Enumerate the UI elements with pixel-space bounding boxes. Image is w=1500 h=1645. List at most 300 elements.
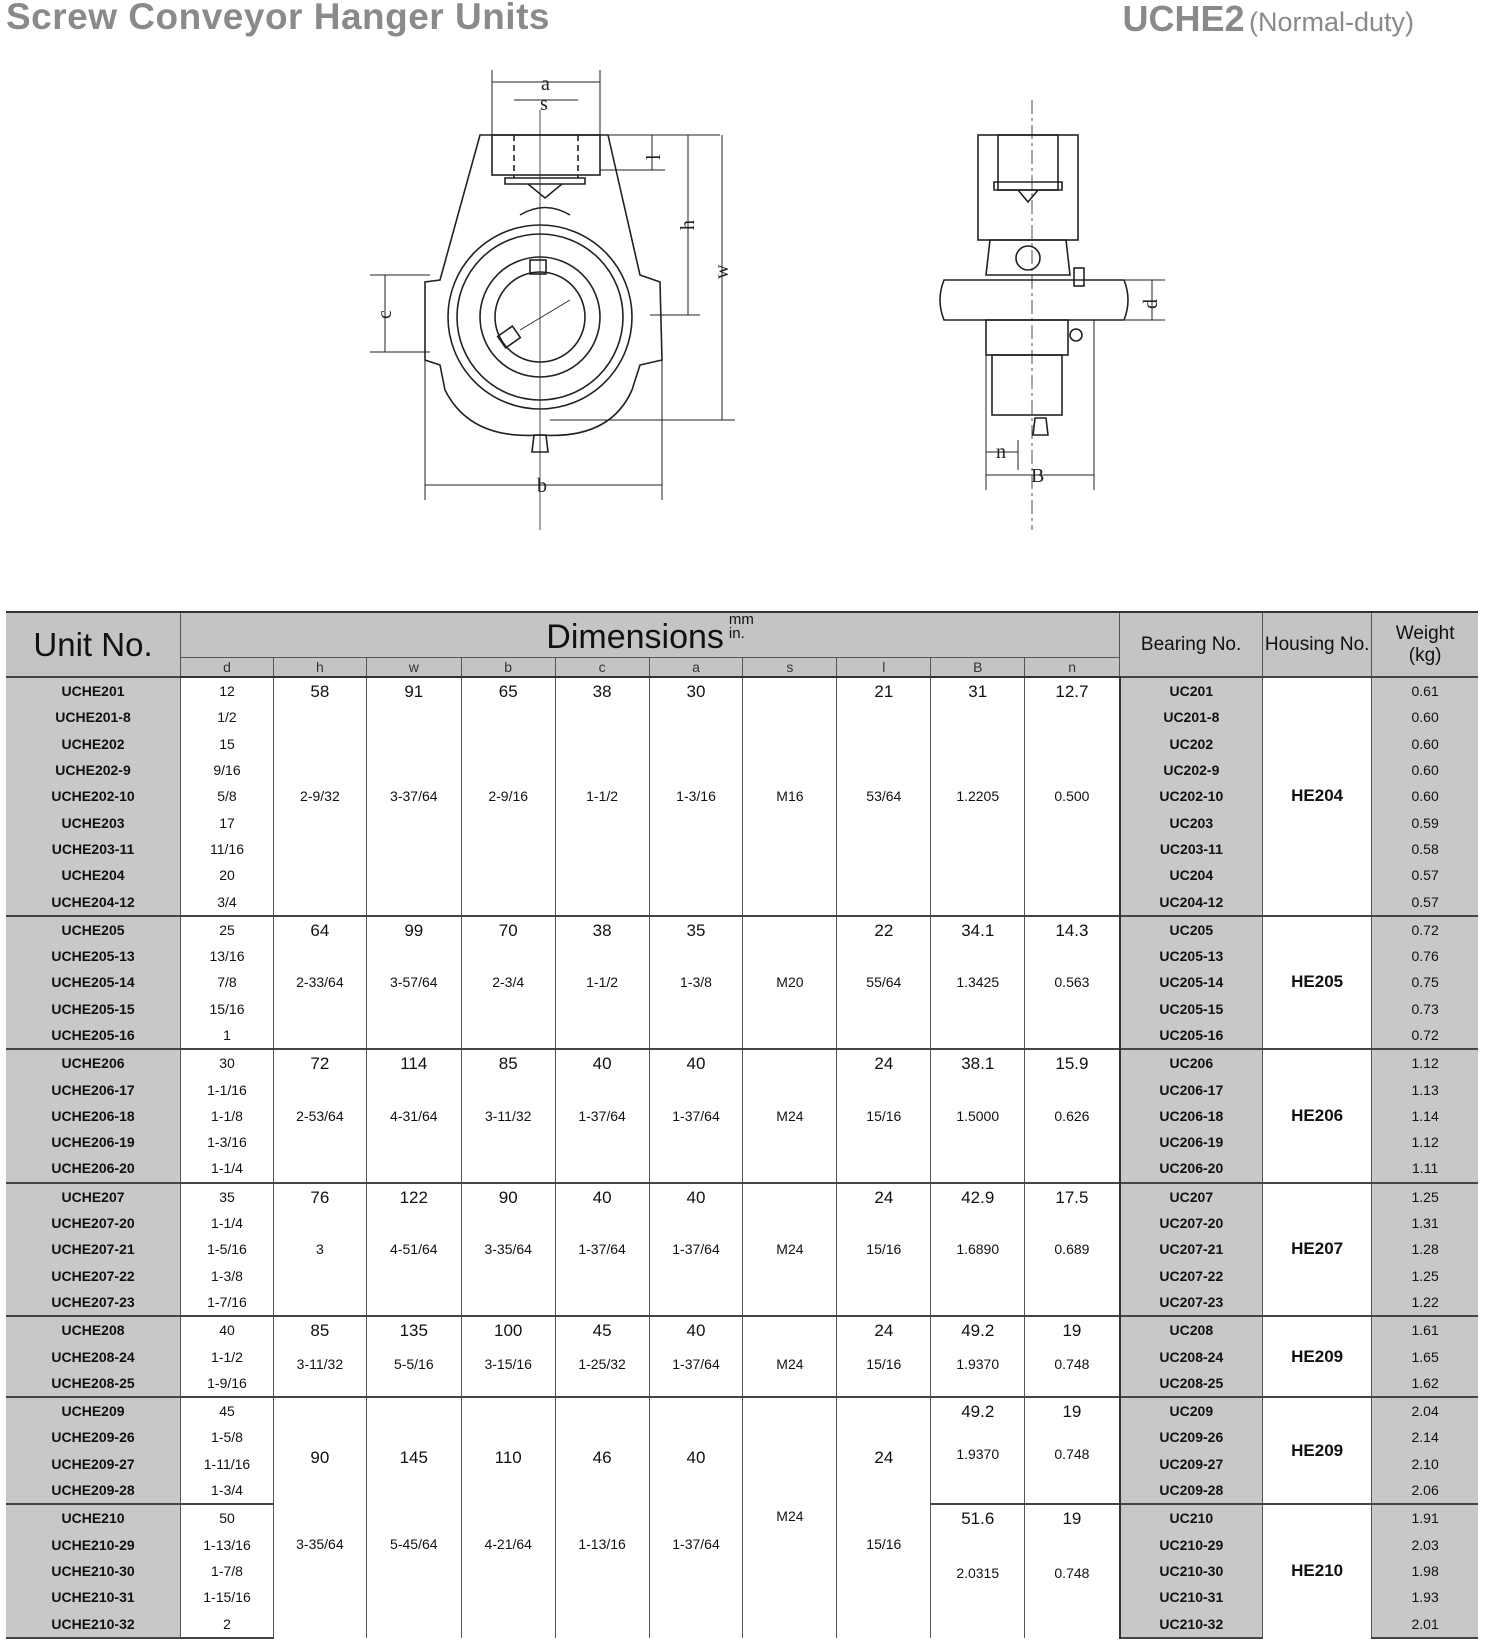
dimension-h-in: 2-53/64 xyxy=(296,1107,344,1124)
dimension-b-cell xyxy=(461,1183,555,1316)
unit-no-cell: UCHE210-29 xyxy=(6,1532,181,1558)
bearing-no-cell: UC210-32 xyxy=(1120,1610,1263,1637)
d-value: 17 xyxy=(181,809,274,835)
dimension-w-mm: 91 xyxy=(404,682,424,701)
dimension-h-cell xyxy=(273,1397,366,1638)
dimension-l-cell xyxy=(837,1397,931,1638)
unit-no-cell: UCHE210-32 xyxy=(6,1610,181,1637)
unit-no-cell: UCHE210-30 xyxy=(6,1558,181,1584)
dimension-a-cell xyxy=(649,1183,743,1316)
weight-cell: 1.12 xyxy=(1372,1049,1478,1076)
unit-no-cell: UCHE204 xyxy=(6,862,181,888)
label-B: B xyxy=(1031,465,1045,487)
weight-cell: 1.22 xyxy=(1372,1289,1478,1316)
dimension-col-n: n xyxy=(1025,658,1120,678)
weight-cell: 0.57 xyxy=(1372,888,1478,915)
dimension-b-cell xyxy=(461,1397,555,1638)
dimension-col-s: s xyxy=(743,658,837,678)
dimension-n-in: 0.626 xyxy=(1054,1107,1090,1124)
dimension-B-cell xyxy=(931,677,1025,916)
dimension-s-mm xyxy=(743,1184,836,1188)
weight-cell: 0.60 xyxy=(1372,704,1478,730)
housing-no-cell: HE204 xyxy=(1263,677,1372,916)
dimension-b-mm: 65 xyxy=(498,682,518,701)
unit-no-cell: UCHE202-9 xyxy=(6,757,181,783)
dimension-B-cell xyxy=(931,916,1025,1049)
dimension-h-cell xyxy=(273,916,366,1049)
dimension-w-mm: 99 xyxy=(404,920,424,940)
dimension-col-c: c xyxy=(555,658,649,678)
dimension-n-mm: 19 xyxy=(1062,1509,1082,1529)
dimension-l-in: 15/16 xyxy=(866,1356,902,1373)
dimension-h-in: 2-33/64 xyxy=(296,974,344,991)
unit-no-cell: UCHE209-26 xyxy=(6,1424,181,1450)
weight-cell: 0.57 xyxy=(1372,862,1478,888)
dimension-c-in: 1-1/2 xyxy=(586,788,619,805)
weight-cell: 1.11 xyxy=(1372,1155,1478,1182)
bearing-no-cell: UC210-29 xyxy=(1120,1532,1263,1558)
bearing-no-cell: UC202-10 xyxy=(1120,783,1263,809)
bearing-no-cell: UC206 xyxy=(1120,1049,1263,1076)
dimension-n-in: 0.563 xyxy=(1054,974,1090,991)
weight-cell: 2.10 xyxy=(1372,1451,1478,1477)
dimension-w-in: 3-57/64 xyxy=(390,974,438,991)
dimension-s-in: M16 xyxy=(776,788,804,805)
d-value: 40 xyxy=(181,1316,274,1343)
dimension-n-mm: 12.7 xyxy=(1055,682,1089,701)
housing-no-cell: HE209 xyxy=(1263,1397,1372,1504)
dimension-c-cell xyxy=(555,916,649,1049)
dimension-c-mm: 38 xyxy=(592,682,612,701)
dimension-B-in: 1.2205 xyxy=(956,788,1000,805)
label-l: l xyxy=(643,154,665,160)
weight-header-label: Weight xyxy=(1395,622,1455,644)
d-value: 1-3/16 xyxy=(181,1129,274,1155)
d-value: 13/16 xyxy=(181,943,274,969)
unit-no-cell: UCHE209 xyxy=(6,1397,181,1424)
dimension-a-in: 1-3/8 xyxy=(680,974,712,991)
dimension-h-mm: 85 xyxy=(310,1321,330,1341)
dimension-b-mm: 90 xyxy=(498,1187,518,1207)
dimension-col-l: l xyxy=(837,658,931,678)
d-value: 3/4 xyxy=(181,888,274,915)
label-d: d xyxy=(1140,299,1162,309)
weight-unit: (kg) xyxy=(1408,644,1442,666)
dimension-w-mm: 114 xyxy=(400,1054,428,1074)
dimension-a-mm: 35 xyxy=(686,920,706,940)
bearing-no-cell: UC209-28 xyxy=(1120,1477,1263,1504)
unit-no-cell: UCHE204-12 xyxy=(6,888,181,915)
dimension-l-in: 53/64 xyxy=(866,788,902,805)
dimension-h-in: 2-9/32 xyxy=(300,788,340,805)
bearing-no-cell: UC210-31 xyxy=(1120,1584,1263,1610)
unit-no-cell: UCHE208-25 xyxy=(6,1370,181,1397)
dimension-c-cell xyxy=(555,1049,649,1182)
dimension-l-in: 15/16 xyxy=(866,1241,902,1258)
dimension-l-cell xyxy=(837,1049,931,1182)
dimension-l-mm: 24 xyxy=(874,1187,894,1207)
housing-no-cell: HE207 xyxy=(1263,1183,1372,1316)
weight-cell: 1.12 xyxy=(1372,1129,1478,1155)
label-h: h xyxy=(677,220,699,230)
dimension-s-in: M24 xyxy=(776,1356,804,1373)
d-value: 1-9/16 xyxy=(181,1370,274,1397)
dimension-w-cell xyxy=(366,1183,461,1316)
dimension-w-mm: 145 xyxy=(399,1448,428,1468)
d-value: 1-1/4 xyxy=(181,1210,274,1236)
bearing-no-cell: UC208 xyxy=(1120,1316,1263,1343)
weight-cell: 0.60 xyxy=(1372,757,1478,783)
bearing-no-cell: UC207-22 xyxy=(1120,1263,1263,1289)
model-code-label: UCHE2 xyxy=(1122,0,1245,39)
d-value: 1-3/4 xyxy=(181,1477,274,1504)
weight-cell: 1.14 xyxy=(1372,1103,1478,1129)
unit-no-cell: UCHE206-20 xyxy=(6,1155,181,1182)
dimension-B-mm: 38.1 xyxy=(961,1054,995,1074)
dimension-B-mm: 42.9 xyxy=(961,1187,995,1207)
dimension-c-in: 1-1/2 xyxy=(586,974,619,991)
bearing-no-cell: UC208-24 xyxy=(1120,1343,1263,1369)
dimension-w-cell xyxy=(366,1397,461,1638)
dimension-n-in: 0.689 xyxy=(1054,1241,1090,1258)
weight-cell: 0.73 xyxy=(1372,996,1478,1022)
dimension-a-in: 1-37/64 xyxy=(672,1107,720,1124)
dimension-s-cell xyxy=(743,677,837,916)
dimension-col-a: a xyxy=(649,658,743,678)
dimension-c-cell xyxy=(555,677,649,916)
unit-no-cell: UCHE206-18 xyxy=(6,1103,181,1129)
dimension-l-in: 15/16 xyxy=(866,1107,902,1124)
dimension-B-mm: 49.2 xyxy=(961,1321,995,1341)
unit-no-cell: UCHE201 xyxy=(6,677,181,704)
dimension-s-mm xyxy=(743,917,836,921)
housing-no-header: Housing No. xyxy=(1263,612,1372,677)
d-value: 1-7/8 xyxy=(181,1558,274,1584)
dimension-h-cell xyxy=(273,1183,366,1316)
dimension-w-in: 3-37/64 xyxy=(390,788,438,805)
model-duty-label: (Normal-duty) xyxy=(1248,7,1414,37)
unit-no-cell: UCHE207 xyxy=(6,1183,181,1210)
dimension-a-mm: 30 xyxy=(686,682,706,701)
dimension-h-mm: 58 xyxy=(310,682,330,701)
dimension-a-cell xyxy=(649,916,743,1049)
dimension-B-cell xyxy=(931,1049,1025,1182)
dimension-l-cell xyxy=(837,916,931,1049)
bearing-no-cell: UC206-20 xyxy=(1120,1155,1263,1182)
d-value: 45 xyxy=(181,1397,274,1424)
weight-cell: 0.59 xyxy=(1372,809,1478,835)
unit-no-cell: UCHE205-15 xyxy=(6,996,181,1022)
dimension-n-in: 0.748 xyxy=(1054,1446,1090,1463)
dimension-a-cell xyxy=(649,1397,743,1638)
dimension-B-cell xyxy=(931,1183,1025,1316)
label-a: a xyxy=(541,73,550,95)
d-value: 15/16 xyxy=(181,996,274,1022)
dimension-B-mm: 51.6 xyxy=(961,1509,995,1529)
dimension-h-cell xyxy=(273,1049,366,1182)
dimension-B-mm: 49.2 xyxy=(961,1402,995,1422)
unit-no-cell: UCHE207-23 xyxy=(6,1289,181,1316)
bearing-no-cell: UC210 xyxy=(1120,1504,1263,1531)
weight-cell: 1.61 xyxy=(1372,1316,1478,1343)
dimension-col-d: d xyxy=(181,658,274,678)
d-value: 1-5/8 xyxy=(181,1424,274,1450)
technical-drawing xyxy=(0,60,1500,530)
dimension-h-in: 3 xyxy=(315,1241,324,1258)
label-n: n xyxy=(996,441,1006,463)
label-b: b xyxy=(537,475,547,497)
d-value: 1-1/2 xyxy=(181,1343,274,1369)
unit-no-cell: UCHE201-8 xyxy=(6,704,181,730)
unit-no-cell: UCHE203-11 xyxy=(6,836,181,862)
label-s: s xyxy=(540,93,548,115)
dimension-b-cell xyxy=(461,916,555,1049)
dimension-h-in: 3-11/32 xyxy=(296,1356,344,1373)
table-row xyxy=(6,916,1478,943)
dimension-c-in: 1-13/16 xyxy=(578,1536,626,1553)
weight-cell: 0.72 xyxy=(1372,916,1478,943)
d-value: 1-5/16 xyxy=(181,1236,274,1262)
unit-no-cell: UCHE205-13 xyxy=(6,943,181,969)
dimension-s-mm xyxy=(743,1050,836,1054)
dimension-b-in: 3-15/16 xyxy=(484,1356,532,1373)
bearing-no-cell: UC201 xyxy=(1120,677,1263,704)
dimension-s-in: M24 xyxy=(776,1241,804,1258)
unit-no-header: Unit No. xyxy=(6,612,181,677)
unit-no-cell: UCHE205 xyxy=(6,916,181,943)
d-value: 1 xyxy=(181,1022,274,1049)
d-value: 50 xyxy=(181,1504,274,1531)
dimensions-header xyxy=(181,612,1120,658)
dimension-n-mm: 14.3 xyxy=(1055,920,1089,940)
bearing-no-cell: UC210-30 xyxy=(1120,1558,1263,1584)
bearing-no-cell: UC205-13 xyxy=(1120,943,1263,969)
dimension-n-mm: 19 xyxy=(1062,1402,1082,1422)
dimension-w-in: 4-51/64 xyxy=(390,1241,438,1258)
unit-no-cell: UCHE209-28 xyxy=(6,1477,181,1504)
d-value: 15 xyxy=(181,731,274,757)
bearing-no-cell: UC208-25 xyxy=(1120,1370,1263,1397)
bearing-no-header: Bearing No. xyxy=(1120,612,1263,677)
dimension-l-cell xyxy=(837,1316,931,1397)
dimension-s-cell xyxy=(743,1316,837,1397)
dimension-s-cell xyxy=(743,916,837,1049)
dimension-col-b: b xyxy=(461,658,555,678)
model-code xyxy=(1122,0,1414,40)
dimension-a-in: 1-37/64 xyxy=(672,1536,720,1553)
unit-in: in. xyxy=(728,625,745,642)
dimension-B-in: 1.9370 xyxy=(956,1446,1000,1463)
dimension-a-mm: 40 xyxy=(686,1448,706,1468)
dimension-b-mm: 70 xyxy=(498,920,518,940)
dimension-c-mm: 38 xyxy=(592,920,612,940)
bearing-no-cell: UC207-20 xyxy=(1120,1210,1263,1236)
weight-cell: 2.14 xyxy=(1372,1424,1478,1450)
dimension-b-cell xyxy=(461,677,555,916)
dimension-n-cell xyxy=(1025,677,1120,916)
d-value: 1-1/16 xyxy=(181,1076,274,1102)
bearing-no-cell: UC205-16 xyxy=(1120,1022,1263,1049)
d-value: 11/16 xyxy=(181,836,274,862)
dimension-B-cell xyxy=(931,1316,1025,1397)
unit-no-cell: UCHE206 xyxy=(6,1049,181,1076)
bearing-no-cell: UC205 xyxy=(1120,916,1263,943)
dimension-s-mm xyxy=(743,678,836,682)
dimension-b-mm: 100 xyxy=(494,1321,523,1341)
unit-no-cell: UCHE205-14 xyxy=(6,969,181,995)
dimension-h-mm: 90 xyxy=(310,1448,330,1468)
unit-no-cell: UCHE210-31 xyxy=(6,1584,181,1610)
unit-no-cell: UCHE203 xyxy=(6,809,181,835)
dimension-col-w: w xyxy=(366,658,461,678)
dimension-l-in: 15/16 xyxy=(866,1536,902,1553)
weight-cell: 0.61 xyxy=(1372,677,1478,704)
unit-no-cell: UCHE208-24 xyxy=(6,1343,181,1369)
dimension-s-mm xyxy=(743,1317,836,1321)
dimension-n-cell xyxy=(1025,1183,1120,1316)
dimension-h-mm: 64 xyxy=(310,920,330,940)
bearing-no-cell: UC206-18 xyxy=(1120,1103,1263,1129)
dimension-b-in: 3-35/64 xyxy=(484,1241,532,1258)
housing-no-cell: HE209 xyxy=(1263,1316,1372,1397)
d-value: 2 xyxy=(181,1610,274,1637)
dimension-b-in: 3-11/32 xyxy=(484,1107,532,1124)
dimension-B-mm: 34.1 xyxy=(961,920,995,940)
table-row xyxy=(6,1397,1478,1424)
dimension-l-cell xyxy=(837,1183,931,1316)
dimension-a-mm: 40 xyxy=(686,1321,706,1341)
weight-cell: 1.62 xyxy=(1372,1370,1478,1397)
dimensions-header-label: Dimensions xyxy=(546,618,724,656)
d-value: 1-1/4 xyxy=(181,1155,274,1182)
dimension-l-cell xyxy=(837,677,931,916)
dimension-l-mm: 24 xyxy=(874,1321,894,1341)
dimension-c-cell xyxy=(555,1316,649,1397)
dimension-n-cell xyxy=(1025,1504,1120,1637)
weight-cell: 1.28 xyxy=(1372,1236,1478,1262)
dimension-l-mm: 24 xyxy=(874,1054,894,1074)
dimension-h-mm: 72 xyxy=(310,1054,330,1074)
dimension-l-mm: 22 xyxy=(874,920,894,940)
dimension-w-cell xyxy=(366,1049,461,1182)
unit-no-cell: UCHE202 xyxy=(6,731,181,757)
dimension-c-in: 1-37/64 xyxy=(578,1107,626,1124)
dimension-col-h: h xyxy=(273,658,366,678)
weight-cell: 2.01 xyxy=(1372,1610,1478,1637)
bearing-no-cell: UC207 xyxy=(1120,1183,1263,1210)
unit-no-cell: UCHE209-27 xyxy=(6,1451,181,1477)
dimension-a-cell xyxy=(649,1316,743,1397)
housing-no-cell: HE205 xyxy=(1263,916,1372,1049)
dimension-s-in: M20 xyxy=(776,974,804,991)
dimension-w-mm: 122 xyxy=(399,1187,428,1207)
housing-no-cell: HE210 xyxy=(1263,1504,1372,1637)
dimension-B-cell xyxy=(931,1504,1025,1637)
dimension-a-mm: 40 xyxy=(686,1187,706,1207)
dimension-b-in: 2-3/4 xyxy=(492,974,525,991)
bearing-no-cell: UC206-19 xyxy=(1120,1129,1263,1155)
dimension-c-in: 1-37/64 xyxy=(578,1241,626,1258)
dimension-B-mm: 31 xyxy=(968,682,988,701)
specification-body xyxy=(6,677,1478,1638)
dimensions-units xyxy=(729,613,754,641)
bearing-no-cell: UC202 xyxy=(1120,731,1263,757)
bearing-no-cell: UC202-9 xyxy=(1120,757,1263,783)
weight-cell: 0.76 xyxy=(1372,943,1478,969)
dimension-l-mm: 21 xyxy=(874,682,894,701)
unit-no-cell: UCHE207-21 xyxy=(6,1236,181,1262)
weight-header xyxy=(1372,612,1478,677)
bearing-no-cell: UC205-14 xyxy=(1120,969,1263,995)
dimension-b-cell xyxy=(461,1049,555,1182)
dimension-w-cell xyxy=(366,916,461,1049)
dimension-col-B: B xyxy=(931,658,1025,678)
table-row xyxy=(6,677,1478,704)
table-row xyxy=(6,1183,1478,1210)
dimension-B-in: 1.6890 xyxy=(956,1241,1000,1258)
dimension-c-cell xyxy=(555,1397,649,1638)
specification-table xyxy=(6,611,1478,1639)
dimension-b-cell xyxy=(461,1316,555,1397)
dimension-l-in: 55/64 xyxy=(866,974,902,991)
dimension-c-mm: 40 xyxy=(592,1054,612,1074)
d-value: 1-11/16 xyxy=(181,1451,274,1477)
front-view xyxy=(425,110,662,530)
unit-no-cell: UCHE202-10 xyxy=(6,783,181,809)
technical-drawing-svg xyxy=(0,60,1500,530)
bearing-no-cell: UC205-15 xyxy=(1120,996,1263,1022)
dimension-B-in: 1.5000 xyxy=(956,1107,1000,1124)
dimension-w-cell xyxy=(366,677,461,916)
d-value: 9/16 xyxy=(181,757,274,783)
dimension-B-in: 2.0315 xyxy=(956,1565,1000,1582)
housing-no-cell: HE206 xyxy=(1263,1049,1372,1182)
dimension-l-mm: 24 xyxy=(874,1448,894,1468)
dimension-h-in: 3-35/64 xyxy=(296,1536,344,1553)
d-value: 1-3/8 xyxy=(181,1263,274,1289)
side-dimension-lines xyxy=(986,280,1165,490)
d-value: 12 xyxy=(181,677,274,704)
dimension-n-cell xyxy=(1025,1316,1120,1397)
page-title: Screw Conveyor Hanger Units xyxy=(6,0,550,37)
d-value: 1-13/16 xyxy=(181,1532,274,1558)
dimension-a-cell xyxy=(649,677,743,916)
dimension-h-cell xyxy=(273,677,366,916)
bearing-no-cell: UC207-23 xyxy=(1120,1289,1263,1316)
weight-cell: 0.60 xyxy=(1372,731,1478,757)
dimension-c-mm: 45 xyxy=(592,1321,612,1341)
dimension-w-in: 5-5/16 xyxy=(393,1356,434,1373)
dimension-c-in: 1-25/32 xyxy=(578,1356,626,1373)
unit-no-cell: UCHE205-16 xyxy=(6,1022,181,1049)
weight-cell: 1.91 xyxy=(1372,1504,1478,1531)
dimension-b-in: 4-21/64 xyxy=(484,1536,532,1553)
unit-mm: mm xyxy=(728,612,754,628)
dimension-c-mm: 46 xyxy=(592,1448,612,1468)
weight-cell: 0.58 xyxy=(1372,836,1478,862)
weight-cell: 2.03 xyxy=(1372,1532,1478,1558)
dimension-w-mm: 135 xyxy=(399,1321,428,1341)
dimension-c-cell xyxy=(555,1183,649,1316)
weight-cell: 0.75 xyxy=(1372,969,1478,995)
weight-cell: 1.98 xyxy=(1372,1558,1478,1584)
d-value: 7/8 xyxy=(181,969,274,995)
bearing-no-cell: UC207-21 xyxy=(1120,1236,1263,1262)
d-value: 1/2 xyxy=(181,704,274,730)
dimension-a-in: 1-37/64 xyxy=(672,1356,720,1373)
dimension-s-cell xyxy=(743,1397,837,1638)
dimension-s-value: M24 xyxy=(776,1508,804,1525)
